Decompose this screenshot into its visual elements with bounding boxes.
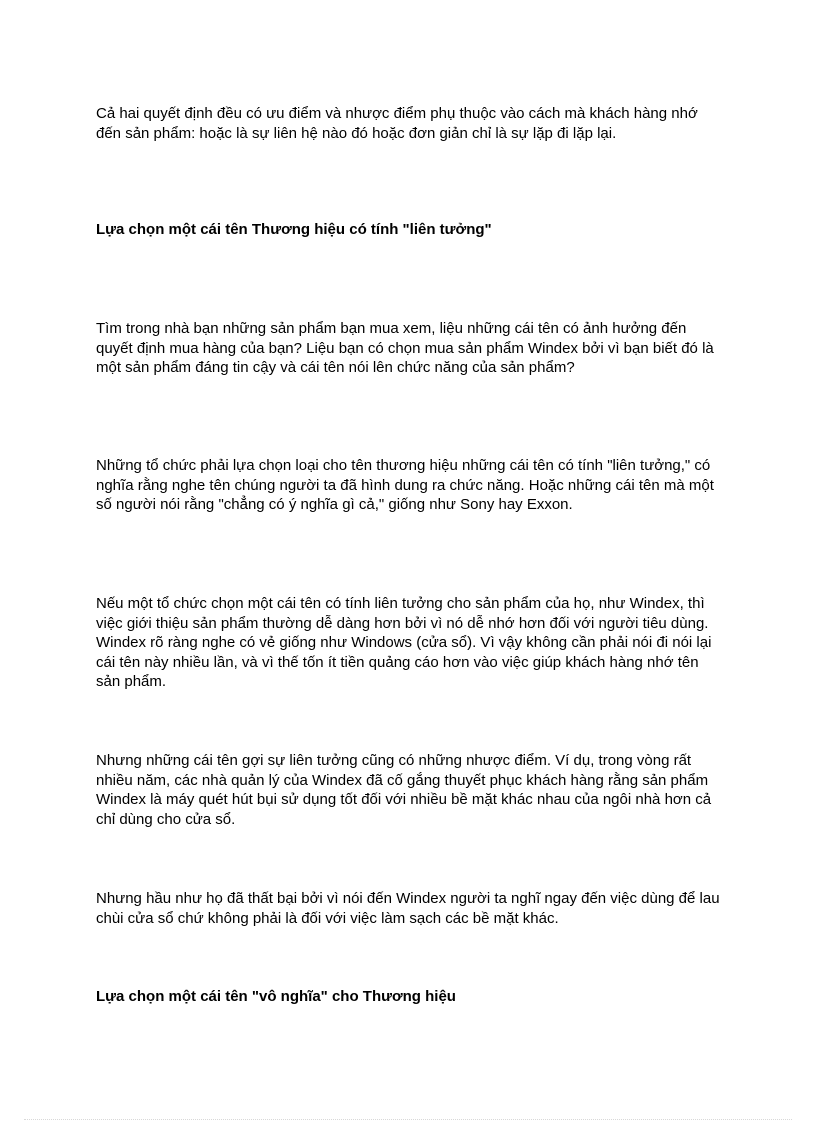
paragraph-associative-advantage: Nếu một tổ chức chọn một cái tên có tính liên tưởng cho sản phẩm của họ, như Windex, thì việc giới thiệu sản phẩm thường dễ dàng hơn bởi vì nó dễ nhớ hơn đối với người tiêu dùng. Windex rõ ràng nghe có vẻ giống như Windows (cửa sổ). Vì vậy không cần phải nói đi nói lại cái tên này nhiều lần, và vì thế tốn ít tiền quảng cáo hơn vào việc giúp khách hàng nhớ tên sản phẩm. (96, 595, 712, 690)
paragraph-windex-failure: Nhưng hầu như họ đã thất bại bởi vì nói đến Windex người ta nghĩ ngay đến việc dùng để lau chùi cửa sổ chứ không phải là đối với việc làm sạch các bề mặt khác. (96, 890, 720, 927)
page-bottom-edge (24, 1119, 792, 1120)
paragraph-intro: Cả hai quyết định đều có ưu điểm và nhược điểm phụ thuộc vào cách mà khách hàng nhớ đến sản phẩm: hoặc là sự liên hệ nào đó hoặc đơn giản chỉ là sự lặp đi lặp lại. (96, 105, 698, 142)
heading-meaningless-name: Lựa chọn một cái tên "vô nghĩa" cho Thương hiệu (96, 988, 456, 1005)
heading-associative-name: Lựa chọn một cái tên Thương hiệu có tính "liên tưởng" (96, 221, 492, 238)
paragraph-associative-disadvantage: Nhưng những cái tên gợi sự liên tưởng cũng có những nhược điểm. Ví dụ, trong vòng rất nhiều năm, các nhà quản lý của Windex đã cố gắng thuyết phục khách hàng rằng sản phẩm Windex là máy quét hút bụi sử dụng tốt đối với nhiều bề mặt khác nhau của ngôi nhà hơn cả chỉ dùng cho cửa sổ. (96, 752, 712, 828)
paragraph-windex-question: Tìm trong nhà bạn những sản phẩm bạn mua xem, liệu những cái tên có ảnh hưởng đến quyết định mua hàng của bạn? Liệu bạn có chọn mua sản phẩm Windex bởi vì bạn biết đó là một sản phẩm đáng tin cậy và cái tên nói lên chức năng của sản phẩm? (96, 320, 714, 376)
paragraph-name-types: Những tổ chức phải lựa chọn loại cho tên thương hiệu những cái tên có tính "liên tưởng," có nghĩa rằng nghe tên chúng người ta đã hình dung ra chức năng. Hoặc những cái tên mà một số người nói rằng "chẳng có ý nghĩa gì cả," giống như Sony hay Exxon. (96, 457, 714, 513)
